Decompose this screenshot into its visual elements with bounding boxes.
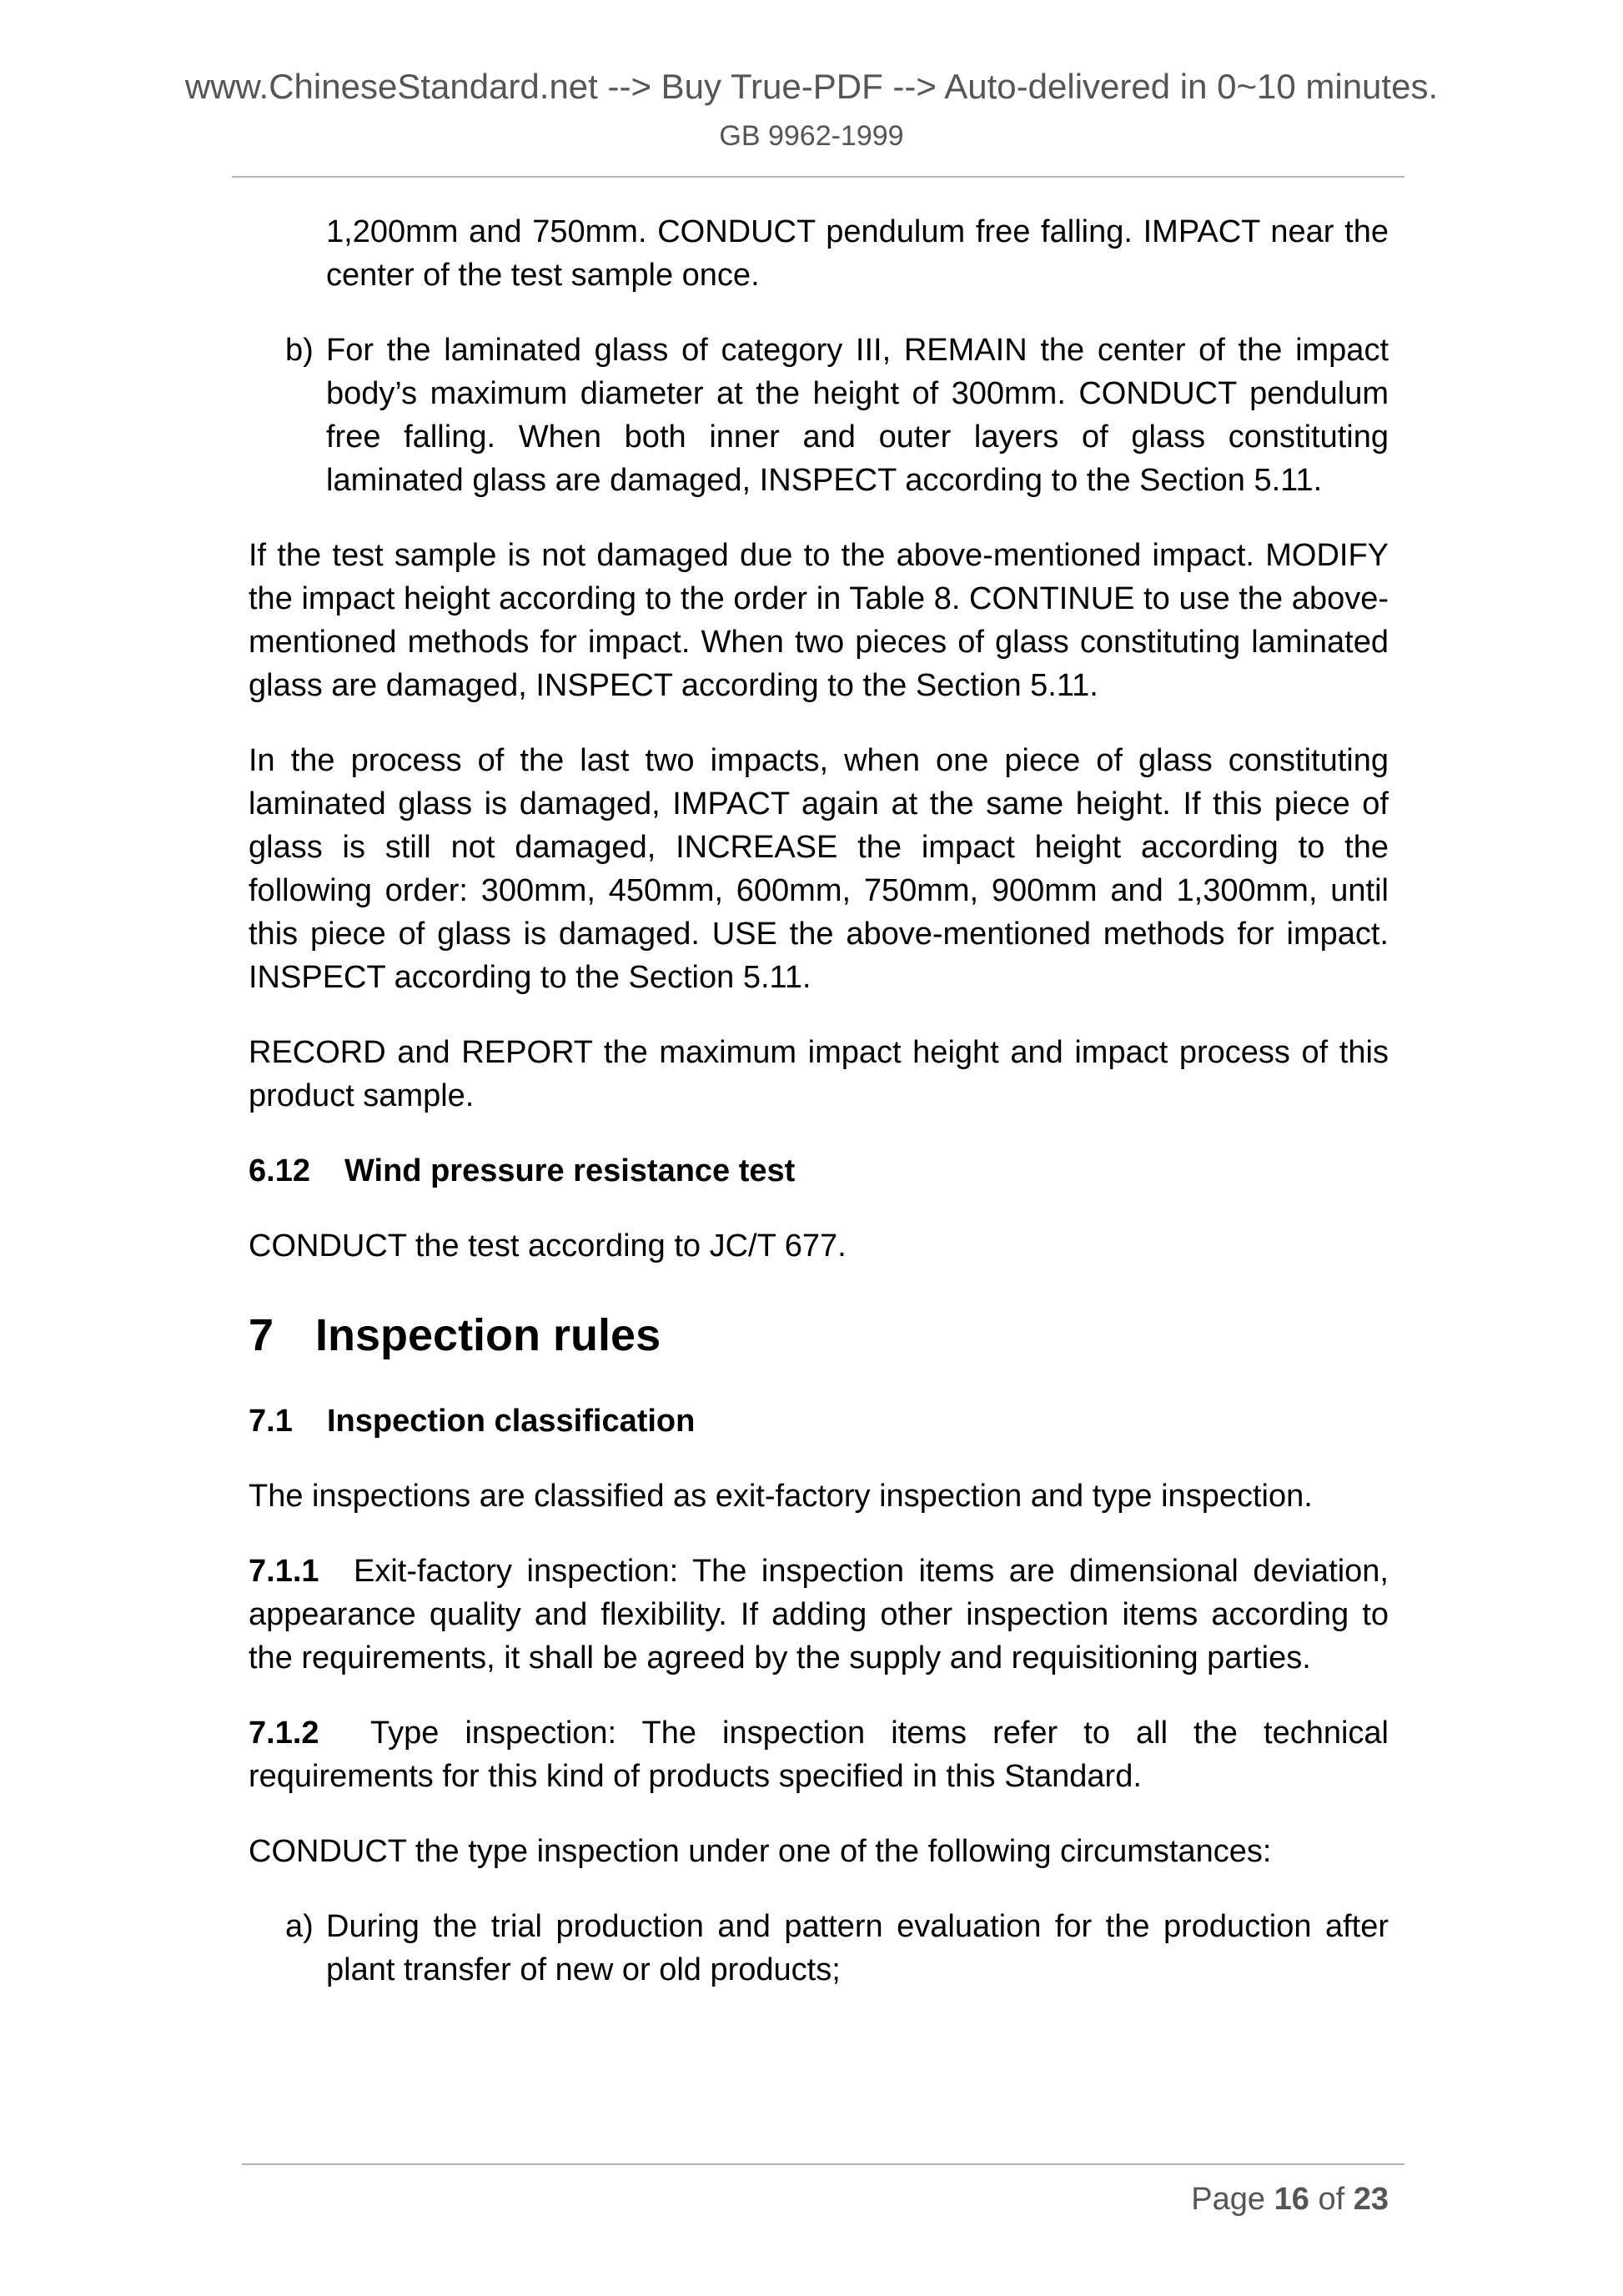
header-banner[interactable]: www.ChineseStandard.net --> Buy True-PDF --> Auto-delivered in 0~10 minutes.: [184, 67, 1439, 106]
chapter-number: 7: [249, 1310, 274, 1360]
clause-7-1-2: [249, 1711, 1389, 1798]
chapter-heading-7: [249, 1306, 1389, 1364]
clause-number: 7.1.1: [249, 1554, 319, 1589]
chapter-title: Inspection rules: [315, 1310, 661, 1360]
header-divider: [232, 176, 1404, 178]
list-item-a: [249, 1905, 1389, 1992]
section-number: 7.1: [249, 1404, 293, 1439]
page-word: Page: [1191, 2182, 1266, 2217]
page-header: [0, 63, 1623, 153]
section-title: Wind pressure resistance test: [344, 1153, 796, 1188]
section-title: Inspection classification: [327, 1404, 696, 1439]
paragraph-record: RECORD and REPORT the maximum impact height and impact process of this product sample.: [249, 1035, 1389, 1113]
standard-code: GB 9962-1999: [719, 120, 904, 152]
of-word: of: [1318, 2182, 1345, 2217]
list-marker-b: b): [285, 333, 314, 368]
clause-text: Exit-factory inspection: The inspection items are dimensional deviation, appearance quality and flexibility. If adding other inspection items according to the requirements, it shall be agreed by the supply and requisitioning parties.: [249, 1554, 1389, 1676]
paragraph-wind-test: CONDUCT the test according to JC/T 677.: [249, 1228, 847, 1264]
page-body: [249, 210, 1389, 1992]
clause-text: Type inspection: The inspection items refer to all the technical requirements for this kind of products specified in this Standard.: [249, 1716, 1389, 1794]
paragraph-not-damaged: If the test sample is not damaged due to the above-mentioned impact. MODIFY the impact height according to the order in Table 8. CONTINUE to use the above-mentioned methods for impact. When two pieces of glass constituting laminated glass are damaged, INSPECT according to the Section 5.11.: [249, 538, 1389, 703]
list-text-a: During the trial production and pattern evaluation for the production after plant transfer of new or old products;: [326, 1909, 1389, 1987]
paragraph-classification: The inspections are classified as exit-factory inspection and type inspection.: [249, 1479, 1313, 1514]
list-text-b: For the laminated glass of category III, REMAIN the center of the impact body’s maximum diameter at the height of 300mm. CONDUCT pendulum free falling. When both inner and outer layers of glass constituting laminated glass are damaged, INSPECT according to the Section 5.11.: [326, 333, 1389, 498]
section-heading-7-1: [249, 1399, 1389, 1443]
section-number: 6.12: [249, 1153, 310, 1188]
page-footer: [1084, 2178, 1389, 2220]
clause-number: 7.1.2: [249, 1716, 319, 1751]
list-item-b: [249, 329, 1389, 502]
section-heading-6-12: [249, 1149, 1389, 1193]
clause-7-1-1: [249, 1550, 1389, 1680]
page-current: 16: [1274, 2182, 1309, 2217]
paragraph-type-conduct: CONDUCT the type inspection under one of the following circumstances:: [249, 1834, 1272, 1869]
paragraph-a-continued: 1,200mm and 750mm. CONDUCT pendulum free falling. IMPACT near the center of the test sample once.: [326, 214, 1389, 293]
paragraph-last-two-impacts: In the process of the last two impacts, when one piece of glass constituting laminated glass is damaged, IMPACT again at the same height. If this piece of glass is still not damaged, INCREASE the impact height according to the following order: 300mm, 450mm, 600mm, 750mm, 900mm and 1,300mm, until this piece of glass is damaged. USE the above-mentioned methods for impact. INSPECT according to the Section 5.11.: [249, 743, 1389, 995]
footer-divider: [242, 2163, 1404, 2165]
page-total: 23: [1353, 2182, 1389, 2217]
list-marker-a: a): [285, 1909, 314, 1944]
